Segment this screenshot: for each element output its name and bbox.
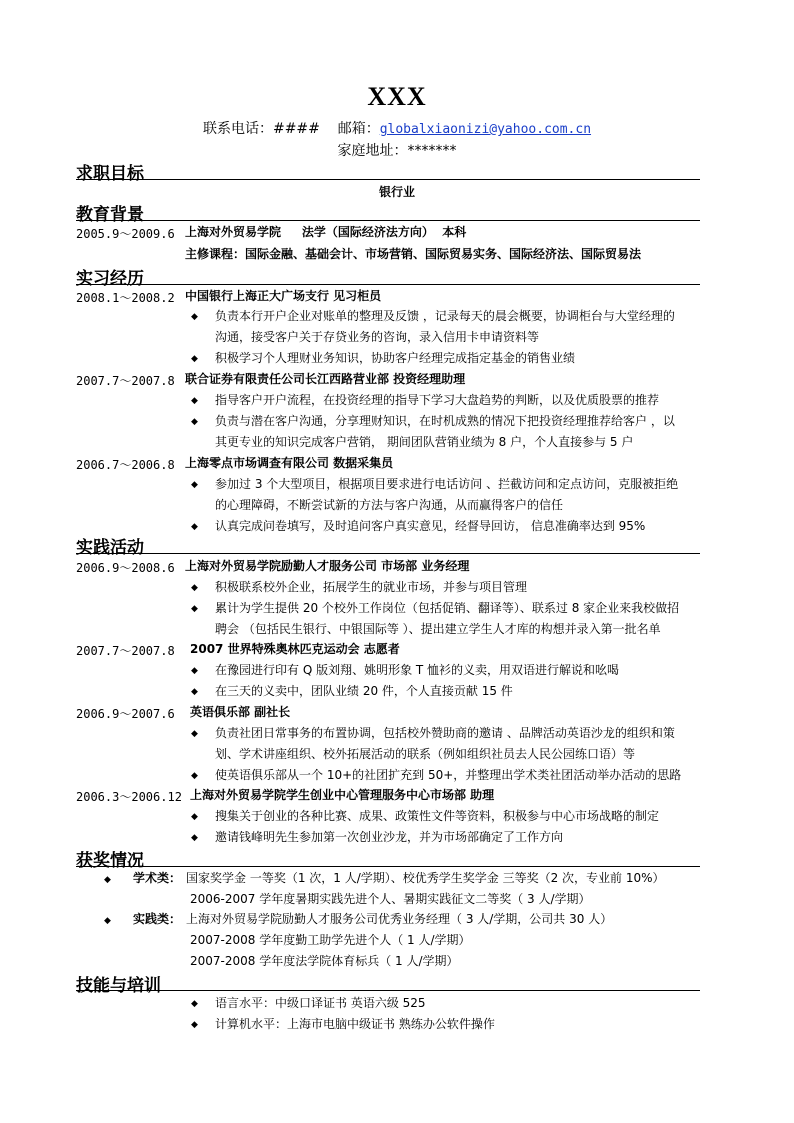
entry-line: 负责本行开户企业对账单的整理及反馈 ，记录每天的晨会概要，协调柜台与大堂经理的	[215, 309, 675, 323]
bullet-icon: ◆	[191, 771, 198, 781]
bullet-icon: ◆	[191, 999, 198, 1009]
entry-date: 2007.7～2007.8	[76, 644, 175, 658]
award-line: 2007-2008 学年度勤工助学先进个人（ 1 人/学期）	[190, 933, 471, 947]
entry-line: 使英语俱乐部从一个 10+的社团扩充到 50+，并整理出学术类社团活动举办活动的思路	[215, 768, 682, 782]
entry-date: 2007.7～2007.8	[76, 374, 175, 388]
entry-line: 邀请钱峰明先生参加第一次创业沙龙，并为市场部确定了工作方向	[215, 830, 564, 844]
bullet-icon: ◆	[191, 729, 198, 739]
bullet-icon: ◆	[191, 312, 198, 322]
section-title-objective: 求职目标	[76, 164, 144, 184]
practice-label: 实践类：	[133, 912, 182, 926]
entry-date: 2006.7～2006.8	[76, 458, 175, 472]
award-line: 国家奖学金 一等奖（1 次，1 人/学期）、校优秀学生奖学金 三等奖（2 次，专业前 10%）	[186, 871, 665, 885]
entry-line: 其更专业的知识完成客户营销， 期间团队营销业绩为 8 户，个人直接参与 5 户	[215, 435, 634, 449]
entry-line: 积极联系校外企业，拓展学生的就业市场，并参与项目管理	[215, 580, 528, 594]
bullet-icon: ◆	[104, 916, 111, 926]
section-title-internship: 实习经历	[76, 269, 144, 289]
major-name: 法学（国际经济法方向）	[301, 225, 434, 239]
entry-org: 联合证券有限责任公司长江西路营业部 投资经理助理	[185, 372, 466, 386]
bullet-icon: ◆	[104, 875, 111, 885]
entry-line: 负责与潜在客户沟通，分享理财知识，在时机成熟的情况下把投资经理推荐给客户 ，以	[215, 414, 675, 428]
bullet-icon: ◆	[191, 396, 198, 406]
entry-date: 2006.3～2006.12	[76, 790, 182, 804]
courses-value: 国际金融、基础会计、市场营销、国际贸易实务、国际经济法、国际贸易法	[245, 247, 642, 261]
bullet-icon: ◆	[191, 833, 198, 843]
bullet-icon: ◆	[191, 604, 198, 614]
address-line	[0, 140, 794, 160]
academic-label: 学术类：	[133, 871, 182, 885]
bullet-icon: ◆	[191, 666, 198, 676]
bullet-icon: ◆	[191, 1020, 198, 1030]
bullet-icon: ◆	[191, 354, 198, 364]
education-detail	[185, 223, 466, 240]
entry-line: 划、学术讲座组织、校外拓展活动的联系（例如组织社员去人民公园练口语）等	[215, 747, 636, 761]
entry-date: 2006.9～2008.6	[76, 561, 175, 575]
section-rule	[76, 284, 700, 285]
section-title-skills: 技能与培训	[76, 976, 161, 996]
bullet-icon: ◆	[191, 522, 198, 532]
section-title-education: 教育背景	[76, 205, 144, 225]
section-rule	[76, 220, 700, 221]
award-line: 2007-2008 学年度法学院体育标兵（ 1 人/学期）	[190, 954, 459, 968]
contact-line	[0, 118, 794, 138]
objective-value: 银行业	[378, 185, 415, 199]
entry-org: 上海对外贸易学院励勤人才服务公司 市场部 业务经理	[185, 559, 470, 573]
courses-line	[185, 245, 641, 262]
entry-line: 指导客户开户流程，在投资经理的指导下学习大盘趋势的判断，以及优质股票的推荐	[215, 393, 660, 407]
entry-org: 2007 世界特殊奥林匹克运动会 志愿者	[190, 642, 400, 656]
entry-line: 累计为学生提供 20 个校外工作岗位（包括促销、翻译等）、联系过 8 家企业来我校做招	[215, 601, 680, 615]
email-label: 邮箱：	[337, 121, 380, 137]
section-title-awards: 获奖情况	[76, 851, 144, 871]
bullet-icon: ◆	[191, 687, 198, 697]
courses-label: 主修课程：	[185, 247, 246, 261]
entry-line: 聘会 （包括民生银行、中银国际等 ）、提出建立学生人才库的构想并录入第一批名单	[215, 622, 661, 636]
phone-label: 联系电话：	[202, 121, 273, 137]
skill-line: 计算机水平：上海市电脑中级证书 熟练办公软件操作	[215, 1017, 495, 1031]
bullet-icon: ◆	[191, 417, 198, 427]
award-line: 2006-2007 学年度暑期实践先进个人、暑期实践征文二等奖（ 3 人/学期）	[190, 892, 591, 906]
entry-org: 中国银行上海正大广场支行 见习柜员	[185, 289, 382, 303]
section-rule	[76, 866, 700, 867]
bullet-icon: ◆	[191, 583, 198, 593]
bullet-icon: ◆	[191, 480, 198, 490]
entry-line: 参加过 3 个大型项目，根据项目要求进行电话访问 、拦截访问和定点访问，克服被拒绝	[215, 477, 679, 491]
entry-line: 认真完成问卷填写，及时追问客户真实意见，经督导回访， 信息准确率达到 95%	[215, 519, 646, 533]
entry-line: 在三天的义卖中，团队业绩 20 件，个人直接贡献 15 件	[215, 684, 513, 698]
entry-line: 负责社团日常事务的布置协调，包括校外赞助商的邀请 、品牌活动英语沙龙的组织和策	[215, 726, 675, 740]
education-date: 2005.9～2009.6	[76, 227, 175, 241]
section-rule	[76, 990, 700, 991]
entry-line: 在豫园进行印有 Q 版刘翔、姚明形象 T 恤衫的义卖，用双语进行解说和吆喝	[215, 663, 620, 677]
school-name: 上海对外贸易学院	[185, 225, 282, 239]
phone-value: ####	[272, 121, 320, 137]
section-rule	[76, 553, 700, 554]
section-rule	[76, 179, 700, 180]
entry-date: 2006.9～2007.6	[76, 707, 175, 721]
email-link[interactable]: globalxiaonizi@yahoo.com.cn	[379, 122, 592, 137]
skill-line: 语言水平：中级口译证书 英语六级 525	[215, 996, 426, 1010]
entry-line: 沟通，接受客户关于存贷业务的咨询，录入信用卡申请资料等	[215, 330, 540, 344]
degree-name: 本科	[442, 225, 467, 239]
section-title-practice: 实践活动	[76, 538, 144, 558]
entry-line: 搜集关于创业的各种比赛、成果、政策性文件等资料，积极参与中心市场战略的制定	[215, 809, 660, 823]
address-label: 家庭地址：	[337, 143, 408, 159]
bullet-icon: ◆	[191, 812, 198, 822]
candidate-name: XXX	[367, 82, 427, 111]
entry-line: 的心理障碍，不断尝试新的方法与客户沟通，从而赢得客户的信任	[215, 498, 564, 512]
address-value: *******	[407, 143, 457, 159]
award-line: 上海对外贸易学院励勤人才服务公司优秀业务经理（ 3 人/学期，公司共 30 人）	[186, 912, 613, 926]
entry-org: 上海对外贸易学院学生创业中心管理服务中心市场部 助理	[190, 788, 495, 802]
entry-line: 积极学习个人理财业务知识，协助客户经理完成指定基金的销售业绩	[215, 351, 576, 365]
entry-date: 2008.1～2008.2	[76, 291, 175, 305]
entry-org: 英语俱乐部 副社长	[190, 705, 291, 719]
entry-org: 上海零点市场调查有限公司 数据采集员	[185, 456, 394, 470]
